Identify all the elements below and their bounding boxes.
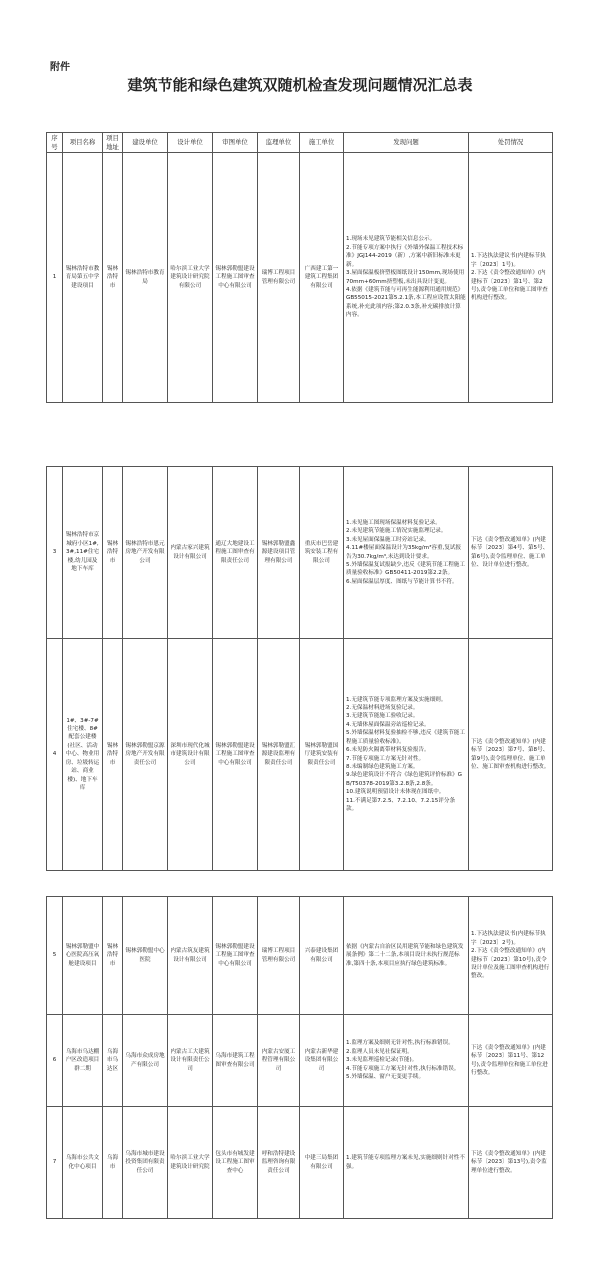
design-unit: 深圳市现代化城市建筑设计有限公司 (168, 639, 213, 871)
project-address: 锡林浩特市 (103, 153, 123, 403)
table-row (47, 639, 553, 871)
supervision-unit: 瑞博工程项目管理有限公司 (258, 153, 300, 403)
construction-unit: 锡林浩特市恩元房地产开发有限公司 (123, 467, 168, 639)
issues-text: 1.现场未见建筑节能相关信息公示。 2.节能专项方案中执行《外墙外保温工程技术标准》JGJ144-2019（新）,方案中新旧标准未更新。 3.屋面保温板挤塑板图纸设计150mm,现场使用70mm+60mm挤塑板,未出具设计变更。 4.依据《建筑节能与可再生能源利用通用规范》GB55015-2021第5.2.1条,本工程应设置太阳能系统,补充此项内容;第2.0.3条,补充碳排放计算内容。 (344, 153, 469, 403)
table-row (47, 1015, 553, 1107)
penalty-text: 下达《责令整改通知单》(内建标节〔2023〕第4号、第5号、第6号),责令监理单位、施工单位、设计单位进行整改。 (469, 467, 553, 639)
table-row (47, 897, 553, 1015)
project-address: 乌海市 (103, 1107, 123, 1219)
builder-unit: 中建三局集团有限公司 (300, 1107, 344, 1219)
row-number: 7 (47, 1107, 63, 1219)
review-unit: 锡林郭勒盟建设工程施工图审查中心有限公司 (213, 639, 258, 871)
supervision-unit: 瑞博工程项目管理有限公司 (258, 897, 300, 1015)
construction-unit: 乌海市城市建设投资集团有限责任公司 (123, 1107, 168, 1219)
column-header: 发现问题 (344, 133, 469, 153)
row-number: 6 (47, 1015, 63, 1107)
issues-text: 1.监理方案及细则无针对性,执行标准错误。 2.监理人员未见社保证明。 3.未见监理巡检记录(节能)。 4.节能专项施工方案无针对性,执行标准错误。 5.外墙保温、窗户无变更手续。 (344, 1015, 469, 1107)
page-title: 建筑节能和绿色建筑双随机检查发现问题情况汇总表 (127, 76, 473, 94)
penalty-text: 1.下达执法建议书(内建标节执字〔2023〕2号)。 2.下达《责令整改通知单》(内建标节〔2023〕第10号),责令设计单位及施工图审查机构进行整改。 (469, 897, 553, 1015)
project-name: 锡林浩特市教育局第五中学建设项目 (63, 153, 103, 403)
issues-text: 1.无建筑节能专项监理方案及实施细则。 2.无保温材料进场复验记录。 3.无建筑节能施工验收记录。 4.无墙体屋面保温旁站巡检记录。 5.外墙保温材料复验抽检不够,违反《建筑节能工程施工质量验收标准》。 6.未见防火隔离带材料复验报告。 7.节能专项施工方案无针对性。 8.未编制绿色建筑施工方案。 9.绿色建筑设计不符合《绿色建筑评价标准》GB/T50378-2019第3.2.8条,2.8条。 10.建筑说明预留设计未体现在图纸中。 11.不满足第7.2.5、7.2.10、7.2.15评分条款。 (344, 639, 469, 871)
project-name: 乌海市乌达棚户区改造项目群二期 (63, 1015, 103, 1107)
row-number: 3 (47, 467, 63, 639)
design-unit: 内蒙古工大建筑设计有限责任公司 (168, 1015, 213, 1107)
builder-unit: 兴泰建设集团有限公司 (300, 897, 344, 1015)
project-name: 锡林郭勒盟中心医院高压氧舱建设项目 (63, 897, 103, 1015)
builder-unit: 重庆市巴岳建筑安装工程有限公司 (300, 467, 344, 639)
design-unit: 内蒙古家兴建筑设计有限公司 (168, 467, 213, 639)
penalty-text: 下达《责令整改通知单》(内建标节〔2023〕第13号),责令监理单位进行整改。 (469, 1107, 553, 1219)
construction-unit: 锡林浩特市教育局 (123, 153, 168, 403)
table-row (47, 467, 553, 639)
project-address: 锡林浩特市 (103, 897, 123, 1015)
review-unit: 乌海市建筑工程图审查有限公司 (213, 1015, 258, 1107)
project-address: 锡林浩特市 (103, 467, 123, 639)
column-header: 审图单位 (213, 133, 258, 153)
column-header: 项目地址 (103, 133, 123, 153)
table-row (47, 153, 553, 403)
design-unit: 哈尔滨工业大学建筑设计研究院有限公司 (168, 153, 213, 403)
project-address: 锡林浩特市 (103, 639, 123, 871)
column-header: 序号 (47, 133, 63, 153)
column-header: 施工单位 (300, 133, 344, 153)
project-name: 乌海市公共文化中心项目 (63, 1107, 103, 1219)
column-header: 设计单位 (168, 133, 213, 153)
column-header: 监理单位 (258, 133, 300, 153)
column-header: 处罚情况 (469, 133, 553, 153)
issues-text: 1.未见施工图现场保温材料复验记录。 2.未见建筑节能施工情况实施监理记录。 3.未见屋面保温施工时旁站记录。 4.11#楼屋面保温设计为35kg/m³容重,复试报告为30.7kg/m³,未达到设计要求。 5.外墙保温复试报缺少,违反《建筑节能工程施工质量验收标准》GB50411-2019第2.2条。 6.屋面保温层厚度、图纸与节能计算书不符。 (344, 467, 469, 639)
attachment-label: 附件 (50, 62, 70, 73)
table-header-row (47, 133, 553, 153)
summary-table-page-2 (46, 466, 553, 871)
design-unit: 内蒙古筑友建筑设计有限公司 (168, 897, 213, 1015)
issues-text: 1.建筑节能专项监理方案未见,实施细则针对性不强。 (344, 1107, 469, 1219)
review-unit: 包头市有城发建设工程施工图审查中心 (213, 1107, 258, 1219)
penalty-text: 下达《责令整改通知单》(内建标节〔2023〕第7号、第8号、第9号),责令监理单位、施工单位、施工图审查机构进行整改。 (469, 639, 553, 871)
summary-table-page-1 (46, 132, 553, 403)
review-unit: 锡林郭勒盟建设工程施工图审查中心有限公司 (213, 153, 258, 403)
summary-table-page-3 (46, 896, 553, 1219)
builder-unit: 广西建工第一建筑工程集团有限公司 (300, 153, 344, 403)
construction-unit: 乌海市众成房地产有限公司 (123, 1015, 168, 1107)
supervision-unit: 内蒙古安厦工程管理有限公司 (258, 1015, 300, 1107)
supervision-unit: 呼和浩特建设监理咨询有限责任公司 (258, 1107, 300, 1219)
issues-text: 依据《内蒙古自治区民用建筑节能和绿色建筑发展条例》第二十二条,本项目设计未执行规范标准,第四十条,本项目应执行绿色建筑标准。 (344, 897, 469, 1015)
builder-unit: 内蒙古新华建设集团有限公司 (300, 1015, 344, 1107)
row-number: 1 (47, 153, 63, 403)
project-address: 乌海市乌达区 (103, 1015, 123, 1107)
column-header: 项目名称 (63, 133, 103, 153)
builder-unit: 锡林郭勒盟国厅建筑安装有限责任公司 (300, 639, 344, 871)
supervision-unit: 锡林郭勒盟汇源建设监理有限责任公司 (258, 639, 300, 871)
row-number: 5 (47, 897, 63, 1015)
supervision-unit: 锡林郭勒盟鑫源建设项目管理有限公司 (258, 467, 300, 639)
construction-unit: 锡林郭勒盟中心医院 (123, 897, 168, 1015)
construction-unit: 锡林郭勒盟京源房地产开发有限责任公司 (123, 639, 168, 871)
project-name: 1#、3#-7#住宅楼、8#配套公建楼(社区、活动中心、物业用房、垃圾转运站、商业楼)、地下车库 (63, 639, 103, 871)
table-row (47, 1107, 553, 1219)
column-header: 建设单位 (123, 133, 168, 153)
design-unit: 哈尔滨工业大学建筑设计研究院 (168, 1107, 213, 1219)
penalty-text: 下达《责令整改通知单》(内建标节〔2023〕第11号、第12号),责令监理单位和施工单位进行整改。 (469, 1015, 553, 1107)
project-name: 锡林浩特市京城府小区1#,3#,11#住宅楼,幼儿园及地下车库 (63, 467, 103, 639)
penalty-text: 1.下达执法建议书(内建标节执字〔2023〕1号)。 2.下达《责令整改通知单》(内建标节〔2023〕第1号、第2号),责令施工单位和施工图审查机构进行整改。 (469, 153, 553, 403)
review-unit: 通辽大地建设工程施工图审查有限责任公司 (213, 467, 258, 639)
row-number: 4 (47, 639, 63, 871)
review-unit: 锡林郭勒盟建设工程施工图审查中心有限公司 (213, 897, 258, 1015)
